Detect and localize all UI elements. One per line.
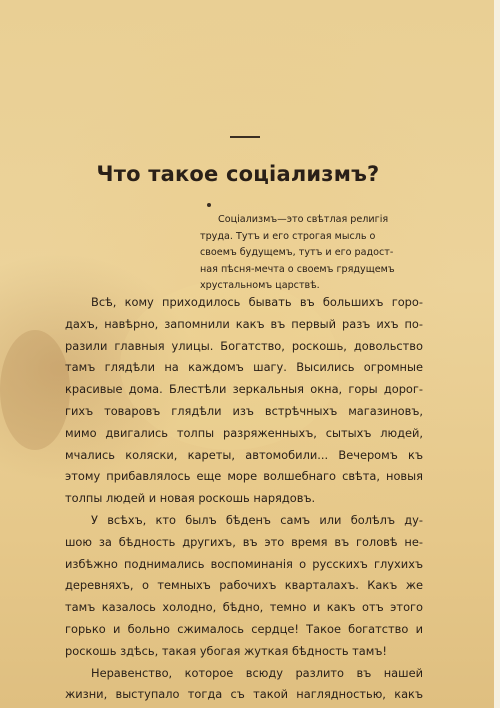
epigraph-line: труда. Тутъ и его строгая мысль о (200, 230, 376, 242)
epigraph-line: Соціализмъ—это свѣтлая религія (218, 214, 389, 225)
header-rule (230, 136, 260, 138)
paragraph3-line: жизни, выступало тогда съ такой наглядностью, какъ (65, 687, 423, 702)
paragraph1-line: тамъ глядѣли на каждомъ шагу. Высились огромные (65, 360, 423, 375)
paragraph1-line: этому прибавлялось еще море волшебнаго свѣта, новыя (65, 469, 423, 484)
paragraph1-line: мчались коляски, кареты, автомобили... Вечеромъ къ (65, 447, 423, 462)
paragraph1-line: гихъ товаровъ глядѣли изъ встрѣчныхъ магазиновъ, (65, 403, 423, 418)
paragraph2-line: тамъ казалось холодно, бѣдно, темно и какъ отъ этого (65, 600, 423, 615)
paragraph1-line: Всѣ, кому приходилось бывать въ большихъ горо- (91, 295, 423, 309)
paragraph3-line: Неравенство, которое всюду разлито въ нашей (91, 665, 423, 680)
paragraph2-line: шою за бѣдность другихъ, въ это время въ головѣ не- (65, 534, 423, 549)
water-stain (0, 330, 70, 450)
paragraph1-line: красивые дома. Блестѣли зеркальныя окна, горы дорог- (65, 382, 423, 397)
paragraph2-line: избѣжно поднимались воспоминанія о русскихъ глухихъ (65, 556, 423, 571)
epigraph-line: ная пѣсня-мечта о своемъ грядущемъ (200, 263, 395, 275)
paragraph1-line: разили главныя улицы. Богатство, роскошь, довольство (65, 338, 423, 353)
body-text (65, 292, 423, 706)
paragraph2-line: роскошь здѣсь, такая убогая жуткая бѣдность тамъ! (65, 643, 387, 658)
paragraph2-line: У всѣхъ, кто былъ бѣденъ самъ или болѣлъ ду- (91, 512, 423, 527)
epigraph (200, 212, 416, 295)
chapter-title: Что такое соціализмъ? (96, 162, 380, 186)
paragraph2-line: деревняхъ, о темныхъ рабочихъ кварталахъ. Какъ же (65, 578, 423, 593)
epigraph-line: хрустальномъ царствѣ. (200, 280, 320, 292)
paragraph1-line: толпы людей и новая роскошь нарядовъ. (65, 491, 316, 506)
ink-dot (207, 203, 211, 207)
paragraph1-line: мимо двигались толпы разряженныхъ, сытыхъ людей, (65, 425, 423, 440)
paragraph2-line: горько и больно сжималось сердце! Такое богатство и (65, 621, 423, 636)
epigraph-line: своемъ будущемъ, тутъ и его радост- (200, 247, 394, 259)
paragraph1-line: дахъ, навѣрно, запомнили какъ въ первый разъ ихъ по- (65, 316, 423, 331)
